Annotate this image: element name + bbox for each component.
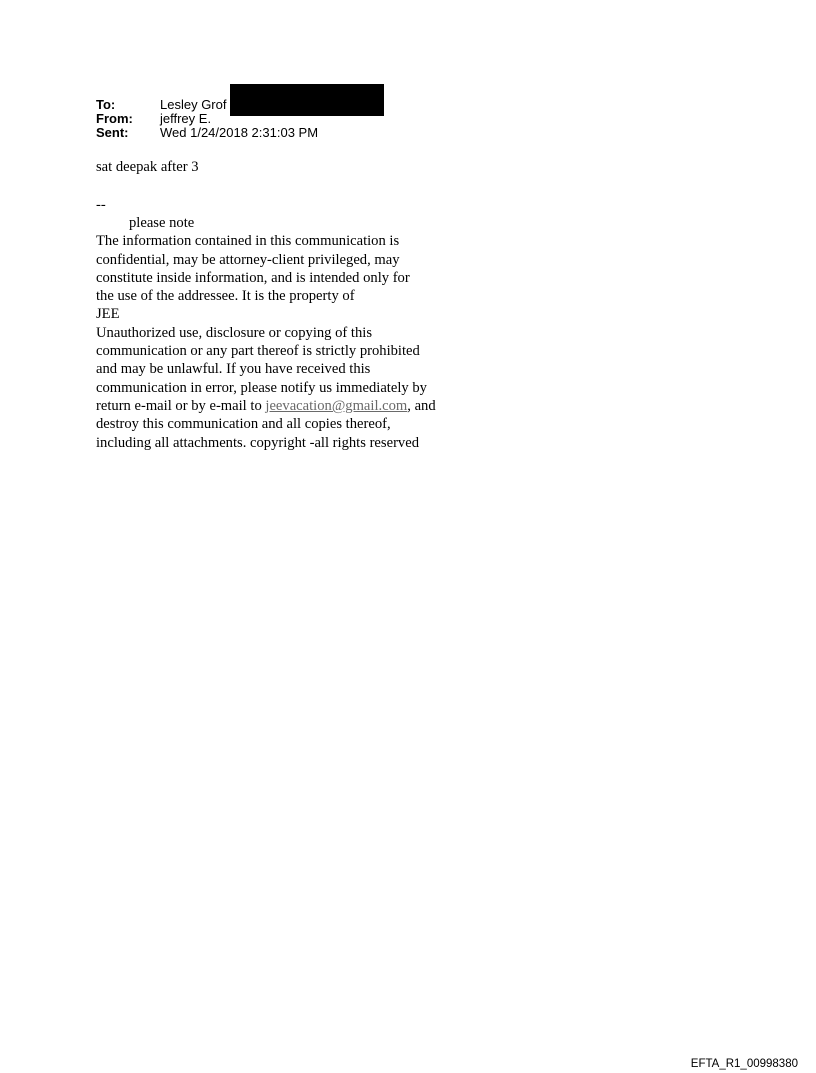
return-line-prefix: return e-mail or by e-mail to (96, 397, 266, 414)
email-link[interactable]: jeevacation@gmail.com (265, 397, 408, 414)
disclaimer-line: Unauthorized use, disclosure or copying of this (96, 324, 373, 341)
to-label: To: (96, 97, 116, 112)
disclaimer-line: communication in error, please notify us immediately by (96, 379, 427, 396)
from-label: From: (96, 111, 133, 126)
disclaimer-line: JEE (96, 306, 120, 323)
message-body: sat deepak after 3 (96, 159, 199, 175)
signature-separator: -- (96, 197, 106, 213)
sent-label: Sent: (96, 125, 129, 140)
disclaimer-line-with-link (96, 397, 436, 415)
from-value: jeffrey E. (160, 111, 212, 126)
disclaimer-line: the use of the addressee. It is the property of (96, 288, 355, 305)
disclaimer-line: communication or any part thereof is strictly prohibited (96, 343, 420, 360)
sent-value: Wed 1/24/2018 2:31:03 PM (160, 125, 319, 140)
to-value: Lesley Grof (160, 97, 227, 112)
disclaimer-line: including all attachments. copyright -all rights reserved (96, 434, 419, 451)
disclaimer-line: The information contained in this communication is (96, 233, 400, 250)
please-note-line: please note (129, 215, 195, 231)
disclaimer-line: and may be unlawful. If you have received this (96, 361, 371, 378)
signature-block (96, 214, 436, 452)
return-line-suffix: , and (407, 397, 436, 414)
sent-row (96, 126, 318, 140)
document-id: EFTA_R1_00998380 (690, 1058, 798, 1070)
disclaimer-line: constitute inside information, and is intended only for (96, 269, 410, 286)
disclaimer-line: confidential, may be attorney-client privileged, may (96, 251, 400, 268)
disclaimer-line: destroy this communication and all copies thereof, (96, 416, 391, 433)
redaction-box (230, 84, 384, 116)
